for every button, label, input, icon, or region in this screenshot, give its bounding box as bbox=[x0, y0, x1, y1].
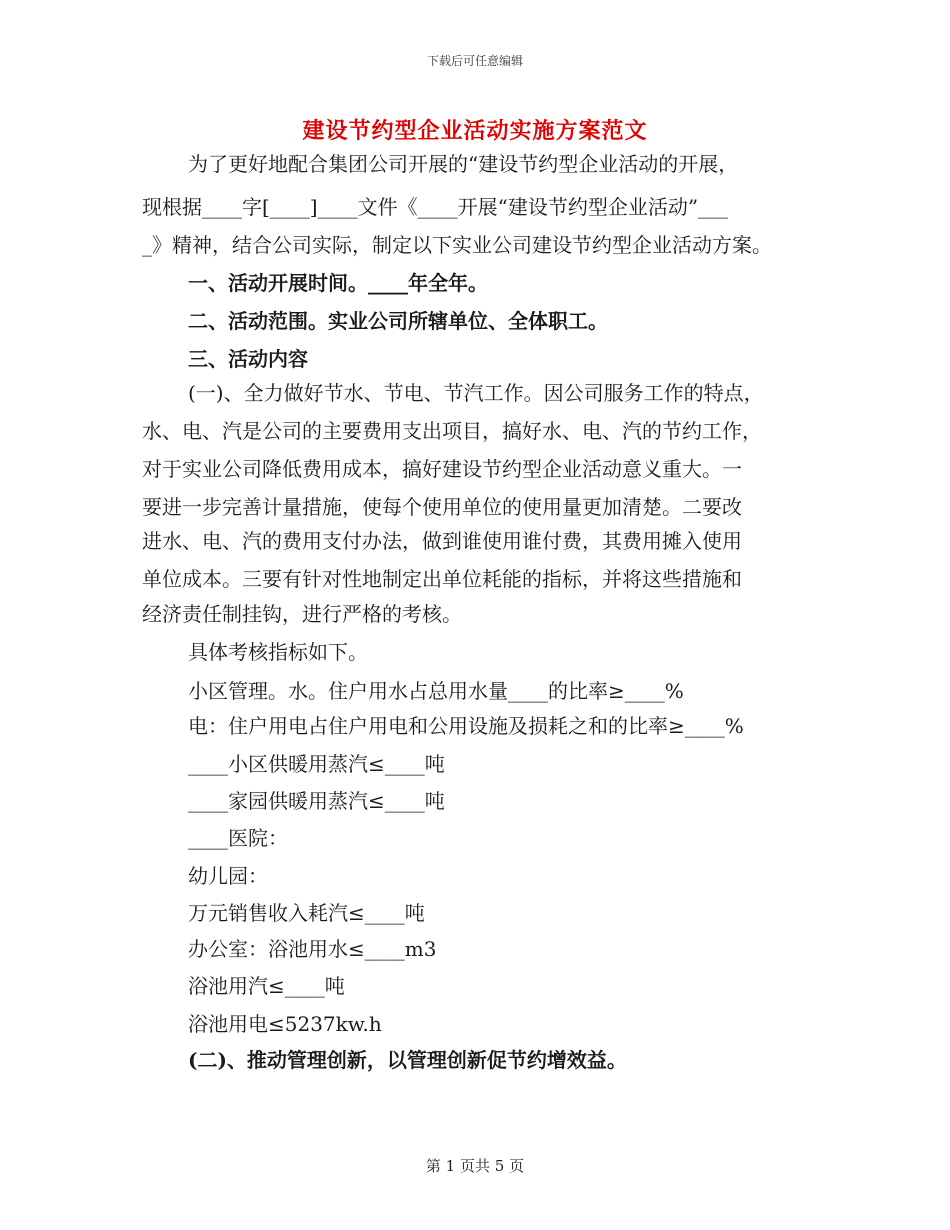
page-footer: 第 1 页共 5 页 bbox=[425, 1157, 525, 1175]
indicator-line: 办公室：浴池用水≤____m3 bbox=[188, 937, 437, 961]
indicator-line: 幼儿园： bbox=[188, 864, 268, 888]
indicator-line: 电：住户用电占住户用电和公用设施及损耗之和的比率≥____% bbox=[188, 714, 744, 738]
paragraph-line: 经济责任制挂钩，进行严格的考核。 bbox=[142, 602, 462, 626]
page-header: 下载后可任意编辑 bbox=[426, 54, 523, 68]
section-heading: 一、活动开展时间。____年全年。 bbox=[188, 271, 488, 295]
indicator-line: 浴池用汽≤____吨 bbox=[188, 974, 345, 998]
paragraph-line: 水、电、汽是公司的主要费用支出项目，搞好水、电、汽的节约工作， bbox=[142, 419, 762, 443]
section-heading: 三、活动内容 bbox=[188, 347, 308, 371]
indicator-line: ____家园供暖用蒸汽≤____吨 bbox=[188, 789, 445, 813]
section-heading: (二)、推动管理创新，以管理创新促节约增效益。 bbox=[188, 1048, 627, 1072]
paragraph-line: 要进一步完善计量措施，使每个使用单位的使用量更加清楚。二要改 bbox=[142, 495, 742, 519]
indicator-line: 万元销售收入耗汽≤____吨 bbox=[188, 901, 425, 925]
indicator-line: 小区管理。水。住户用水占总用水量____的比率≥____% bbox=[188, 679, 684, 703]
paragraph-line: 对于实业公司降低费用成本，搞好建设节约型企业活动意义重大。一 bbox=[142, 457, 742, 481]
paragraph-line: 进水、电、汽的费用支付办法，做到谁使用谁付费，其费用摊入使用 bbox=[142, 529, 742, 553]
paragraph-line: 为了更好地配合集团公司开展的“建设节约型企业活动的开展， bbox=[188, 152, 739, 176]
document-title: 建设节约型企业活动实施方案范文 bbox=[302, 118, 648, 144]
indicator-line: ____医院： bbox=[188, 826, 288, 850]
indicator-line: 浴池用电≤5237kw.h bbox=[188, 1012, 382, 1036]
paragraph-line: 现根据____字[____]____文件《____开展“建设节约型企业活动”___ bbox=[142, 195, 729, 219]
section-heading: 二、活动范围。实业公司所辖单位、全体职工。 bbox=[188, 309, 608, 333]
paragraph-line: 单位成本。三要有针对性地制定出单位耗能的指标，并将这些措施和 bbox=[142, 567, 742, 591]
paragraph-line: (一)、全力做好节水、节电、节汽工作。因公司服务工作的特点， bbox=[188, 381, 764, 405]
indicator-line: ____小区供暖用蒸汽≤____吨 bbox=[188, 752, 445, 776]
paragraph-line: _》精神，结合公司实际，制定以下实业公司建设节约型企业活动方案。 bbox=[142, 233, 772, 257]
paragraph-line: 具体考核指标如下。 bbox=[188, 640, 368, 664]
